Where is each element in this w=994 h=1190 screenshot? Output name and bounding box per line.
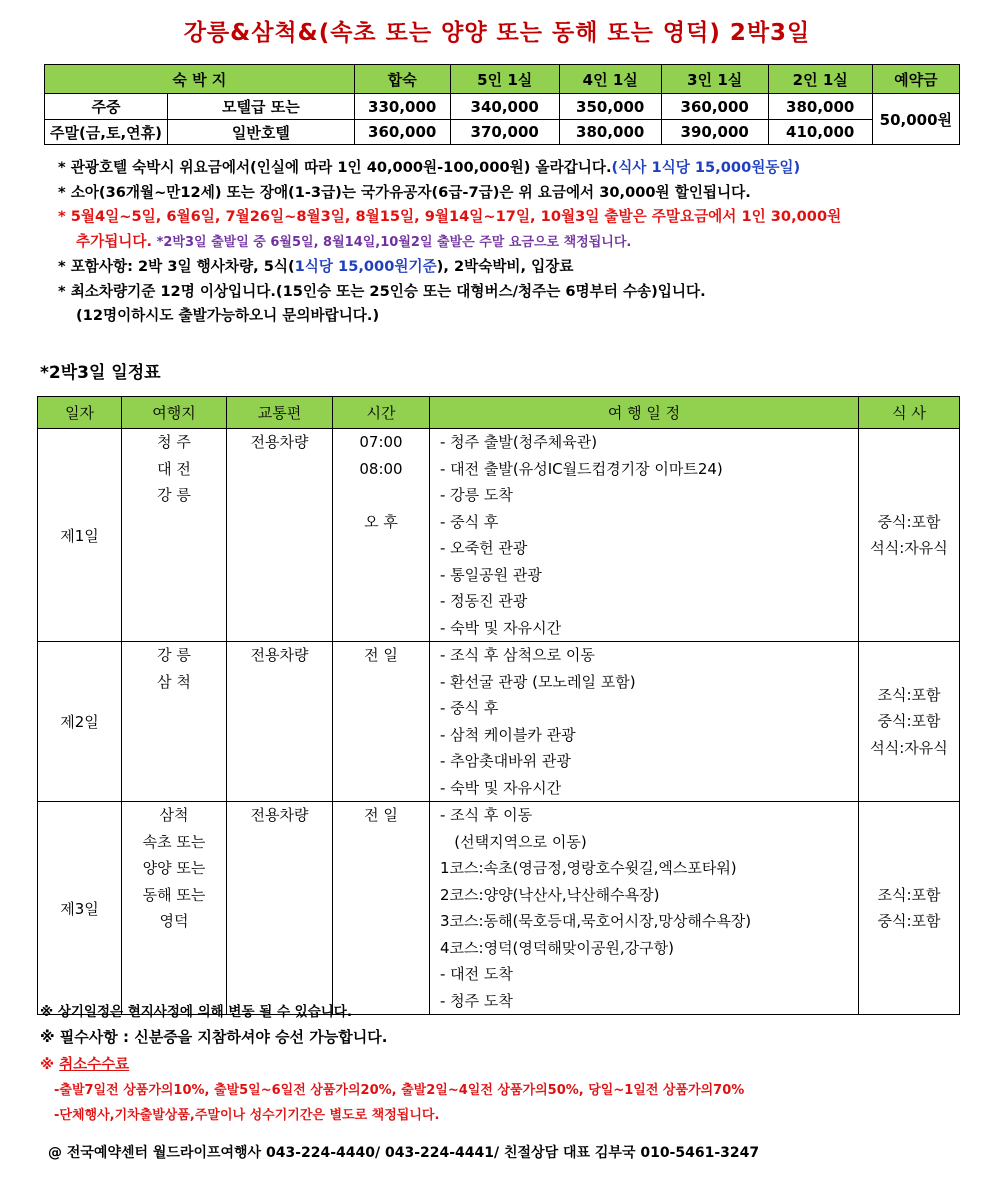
row-label-weekend: 주말(금,토,연휴) — [45, 120, 168, 145]
itinerary-item: - 통일공원 관광 — [440, 565, 542, 584]
day1-transport — [227, 429, 333, 642]
place-item: 삼척 — [159, 806, 189, 824]
weekend-2: 410,000 — [768, 120, 872, 145]
day1-itinerary — [430, 429, 859, 642]
schedule-header-row — [38, 397, 960, 429]
price-header-group: 합숙 — [354, 65, 450, 94]
place-item: 속초 또는 — [142, 832, 206, 851]
price-header-4: 4인 1실 — [559, 65, 661, 94]
note-hotel — [58, 156, 958, 181]
time-item: 전 일 — [364, 806, 398, 824]
place-item: 청 주 — [157, 433, 191, 451]
place-item: 강 릉 — [157, 646, 191, 664]
day1-places — [122, 429, 227, 642]
day2-places — [122, 642, 227, 802]
itinerary-item: - 삼척 케이블카 관광 — [440, 725, 576, 744]
sched-header-day: 일자 — [38, 397, 122, 429]
itinerary-item: 2코스:양양(낙산사,낙산해수욕장) — [440, 885, 660, 904]
itinerary-item: - 중식 후 — [440, 699, 499, 717]
price-header-row — [45, 65, 960, 94]
day-label: 제2일 — [38, 642, 122, 802]
lodging-line-1: 모텔급 또는 — [168, 94, 355, 120]
page-title: 강릉&삼척&(속초 또는 양양 또는 동해 또는 영덕) 2박3일 — [183, 20, 811, 46]
weekend-4: 380,000 — [559, 120, 661, 145]
place-item: 강 릉 — [157, 486, 191, 504]
schedule-day-1 — [38, 429, 960, 642]
itinerary-item: - 대전 도착 — [440, 965, 513, 983]
note-includes-a: * 포함사항: 2박 3일 행사차량, 5식( — [58, 258, 295, 275]
day3-meals — [859, 802, 960, 1015]
weekend-3: 390,000 — [661, 120, 768, 145]
time-item: 07:00 — [359, 433, 403, 451]
day-label: 제3일 — [38, 802, 122, 1015]
place-item: 양양 또는 — [142, 859, 206, 877]
row-label-weekday: 주중 — [45, 94, 168, 120]
itinerary-item: - 정동진 관광 — [440, 592, 528, 610]
itinerary-item: - 강릉 도착 — [440, 486, 513, 504]
footer-cancel-fees: -출발7일전 상품가의10%, 출발5일~6일전 상품가의20%, 출발2일~4일전 상품가의50%, 당일~1일전 상품가의70% — [54, 1083, 745, 1098]
price-table — [44, 64, 960, 145]
day3-places — [122, 802, 227, 1015]
sched-header-place: 여행지 — [122, 397, 227, 429]
footer-id-required: ※ 필수사항 : 신분증을 지참하셔야 승선 가능합니다. — [40, 1028, 388, 1046]
footer-notes — [40, 1002, 744, 1128]
place-item: 삼 척 — [157, 672, 191, 691]
meal-item: 조식:포함 — [877, 685, 941, 704]
price-row-weekday — [45, 94, 960, 120]
place-item: 대 전 — [157, 459, 191, 478]
note-min-vehicle: * 최소차량기준 12명 이상입니다.(15인승 또는 25인승 또는 대형버스/청주는 6명부터 수송)입니다. — [58, 282, 706, 300]
time-item: 오 후 — [364, 512, 398, 531]
price-header-3: 3인 1실 — [661, 65, 768, 94]
itinerary-item: - 대전 출발(유성IC월드컵경기장 이마트24) — [440, 459, 723, 478]
meal-item: 석식:자유식 — [870, 738, 948, 757]
lodging-line-2: 일반호텔 — [168, 120, 355, 145]
sched-header-time: 시간 — [333, 397, 430, 429]
transport-item: 전용차량 — [250, 646, 309, 664]
itinerary-item: - 청주 도착 — [440, 991, 513, 1010]
footer-cancel-label: 취소수수료 — [59, 1057, 130, 1073]
itinerary-item: - 숙박 및 자유시간 — [440, 778, 562, 797]
price-header-5: 5인 1실 — [450, 65, 559, 94]
itinerary-item: - 추암촛대바위 관광 — [440, 752, 571, 770]
weekday-4: 350,000 — [559, 94, 661, 120]
day1-times — [333, 429, 430, 642]
itinerary-item: 1코스:속초(영금정,영랑호수윗길,엑스포타워) — [440, 859, 737, 877]
meal-item: 중식:포함 — [877, 912, 941, 930]
day-label: 제1일 — [38, 429, 122, 642]
note-peak-purple: *2박3일 출발일 중 6월5일, 8월14일,10월2일 출발은 주말 요금으로 책정됩니다. — [152, 234, 632, 250]
time-item: 전 일 — [364, 646, 398, 664]
price-row-weekend — [45, 120, 960, 145]
day3-times — [333, 802, 430, 1015]
itinerary-item: - 오죽헌 관광 — [440, 539, 528, 557]
footer-change-notice: ※ 상기일정은 현지사정에 의해 변동 될 수 있습니다. — [40, 1004, 352, 1020]
meal-item: 석식:자유식 — [870, 539, 948, 557]
weekday-group: 330,000 — [354, 94, 450, 120]
note-includes-meal: 1식당 15,000원기준 — [294, 258, 437, 275]
note-peak-added: 추가됩니다. — [76, 232, 153, 250]
time-item: 08:00 — [359, 459, 403, 478]
itinerary-item: - 환선굴 관광 (모노레일 포함) — [440, 672, 636, 691]
price-header-2: 2인 1실 — [768, 65, 872, 94]
contact-info: @ 전국예약센터 월드라이프여행사 043-224-4440/ 043-224-4441/ 친절상담 대표 김부국 010-5461-3247 — [48, 1145, 760, 1161]
price-header-lodging: 숙 박 지 — [45, 65, 355, 94]
weekday-2: 380,000 — [768, 94, 872, 120]
itinerary-item: - 조식 후 삼척으로 이동 — [440, 646, 595, 664]
sched-header-transport: 교통편 — [227, 397, 333, 429]
sched-header-itinerary: 여 행 일 정 — [430, 397, 859, 429]
day3-transport — [227, 802, 333, 1015]
transport-item: 전용차량 — [250, 433, 309, 451]
schedule-table — [37, 396, 960, 1015]
itinerary-item: - 청주 출발(청주체육관) — [440, 433, 598, 451]
price-header-deposit: 예약금 — [872, 65, 959, 94]
day1-meals — [859, 429, 960, 642]
day3-itinerary — [430, 802, 859, 1015]
note-includes-b: ), 2박숙박비, 입장료 — [436, 258, 574, 275]
place-item: 영덕 — [159, 912, 189, 930]
schedule-title: *2박3일 일정표 — [40, 363, 161, 383]
time-item — [333, 482, 429, 509]
weekday-5: 340,000 — [450, 94, 559, 120]
day2-meals — [859, 642, 960, 802]
note-discount: * 소아(36개월~만12세) 또는 장애(1-3급)는 국가유공자(6급-7급)은 위 요금에서 30,000원 할인됩니다. — [58, 183, 751, 201]
meal-item: 중식:포함 — [877, 712, 941, 731]
itinerary-item: - 중식 후 — [440, 512, 499, 531]
meal-item: 조식:포함 — [877, 885, 941, 904]
deposit-value: 50,000원 — [872, 94, 959, 145]
footer-cancel-title — [40, 1052, 744, 1078]
day2-times — [333, 642, 430, 802]
itinerary-item: (선택지역으로 이동) — [440, 832, 587, 851]
itinerary-item: - 숙박 및 자유시간 — [440, 618, 562, 637]
place-item: 동해 또는 — [142, 885, 206, 904]
schedule-day-2 — [38, 642, 960, 802]
note-hotel-meal: (식사 1식당 15,000원동일) — [611, 159, 801, 176]
weekday-3: 360,000 — [661, 94, 768, 120]
schedule-day-3 — [38, 802, 960, 1015]
footer-cancel-extra: -단체행사,기차출발상품,주말이나 성수기기간은 별도로 책정됩니다. — [54, 1108, 440, 1123]
day2-itinerary — [430, 642, 859, 802]
weekend-5: 370,000 — [450, 120, 559, 145]
notes — [58, 156, 958, 329]
itinerary-item: 3코스:동해(묵호등대,묵호어시장,망상해수욕장) — [440, 912, 752, 930]
sched-header-meal: 식 사 — [859, 397, 960, 429]
weekend-group: 360,000 — [354, 120, 450, 145]
note-hotel-text: * 관광호텔 숙박시 위요금에서(인실에 따라 1인 40,000원-100,000원) 올라갑니다. — [58, 159, 612, 176]
meal-item: 중식:포함 — [877, 512, 941, 531]
note-min-vehicle-2: (12명이하시도 출발가능하오니 문의바랍니다.) — [76, 307, 380, 324]
day2-transport — [227, 642, 333, 802]
note-peak-2 — [58, 230, 958, 256]
itinerary-item: - 조식 후 이동 — [440, 806, 533, 824]
note-includes — [58, 255, 958, 280]
transport-item: 전용차량 — [250, 806, 309, 824]
note-peak: * 5월4일~5일, 6월6일, 7월26일~8월3일, 8월15일, 9월14일~17일, 10월3일 출발은 주말요금에서 1인 30,000원 — [58, 208, 842, 225]
itinerary-item: 4코스:영덕(영덕해맞이공원,강구항) — [440, 938, 674, 957]
footer-cancel-mark: ※ — [40, 1057, 60, 1073]
